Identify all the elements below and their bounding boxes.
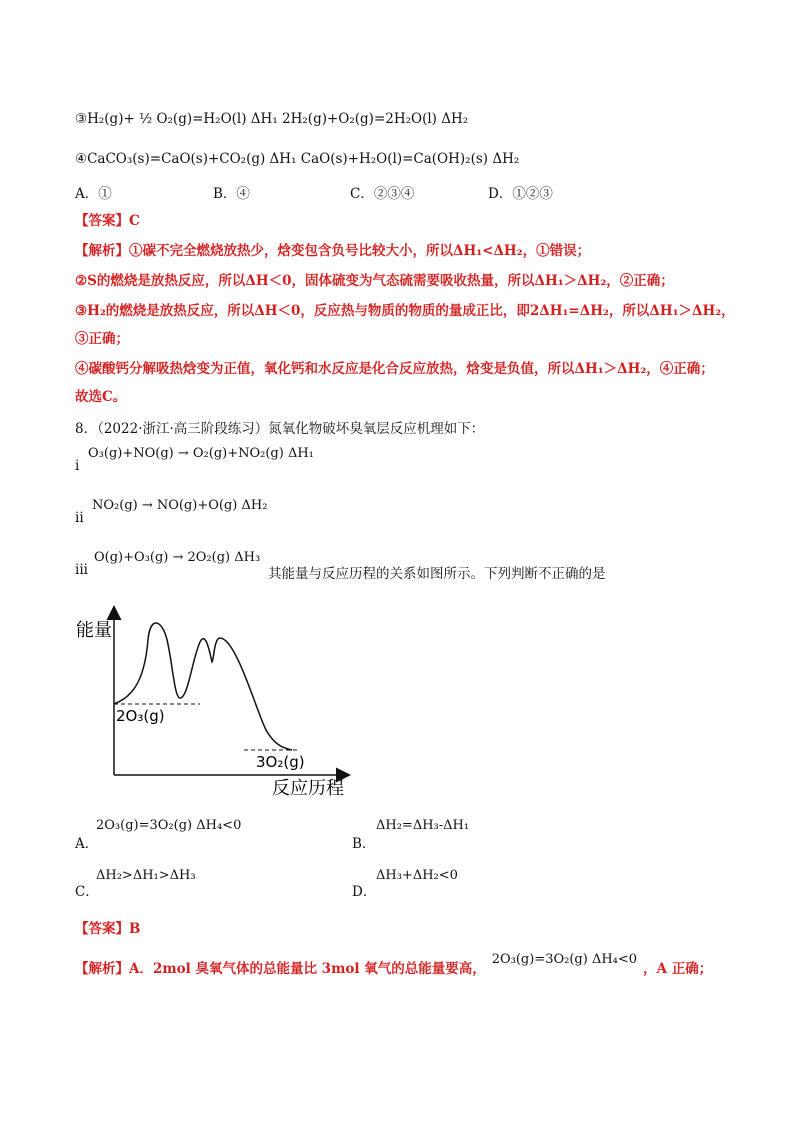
step-label: iii bbox=[75, 562, 88, 578]
prev-analysis-2: ②S的燃烧是放热反应，所以ΔH＜0，固体硫变为气态硫需要吸收热量，所以ΔH₁＞ΔH₂，②正确； bbox=[75, 273, 674, 289]
end-level-label: 3O₂(g) bbox=[256, 753, 305, 771]
question-8-stem: 8．（2022·浙江·高三阶段练习）氮氧化物破坏臭氧层反应机理如下： bbox=[75, 421, 485, 437]
prev-item-4: ④CaCO₃(s)=CaO(s)+CO₂(g) ΔH₁ CaO(s)+H₂O(l)=Ca(OH)₂(s) ΔH₂ bbox=[75, 151, 520, 167]
analysis-text: A．2mol 臭氧气体的总能量比 3mol 氧气的总能量要高， bbox=[129, 961, 486, 977]
step-label: ii bbox=[75, 510, 84, 526]
prev-analysis-1 bbox=[75, 242, 590, 260]
option-equation: ΔH₂=ΔH₃-ΔH₁ bbox=[376, 818, 470, 833]
analysis-equation: 2O₃(g)=3O₂(g) ΔH₄<0 bbox=[491, 952, 638, 967]
prev-analysis-5: ④碳酸钙分解吸热焓变为正值，氧化钙和水反应是化合反应放热，焓变是负值，所以ΔH₁＞ΔH₂，④正确； bbox=[75, 361, 714, 377]
start-level-label: 2O₃(g) bbox=[116, 707, 165, 725]
question-8-analysis bbox=[75, 952, 713, 979]
analysis-tag: 【解析】 bbox=[75, 243, 129, 259]
answer-tag: 【答案】 bbox=[75, 213, 129, 229]
y-axis-label: 能量 bbox=[76, 620, 112, 641]
answer-value: B bbox=[129, 921, 141, 937]
prev-analysis-3: ③H₂的燃烧是放热反应，所以ΔH＜0，反应热与物质的物质的量成正比，即2ΔH₁=ΔH₂，所以ΔH₁＞ΔH₂， bbox=[75, 303, 735, 319]
step-label: i bbox=[75, 458, 80, 474]
stem-tail: 其能量与反应历程的关系如图所示。下列判断不正确的是 bbox=[268, 566, 606, 582]
answer-value: C bbox=[129, 213, 140, 229]
energy-curve bbox=[114, 623, 292, 750]
energy-diagram bbox=[70, 600, 360, 800]
prev-option-a: A．① bbox=[75, 186, 112, 202]
analysis-tail: ，A 正确； bbox=[643, 961, 713, 977]
answer-tag: 【答案】 bbox=[75, 921, 129, 937]
x-axis-label: 反应历程 bbox=[272, 778, 344, 799]
prev-option-c: C．②③④ bbox=[350, 186, 415, 202]
prev-option-b: B．④ bbox=[213, 186, 250, 202]
step-equation: O₃(g)+NO(g) → O₂(g)+NO₂(g) ΔH₁ bbox=[88, 446, 314, 461]
prev-analysis-4: ③正确； bbox=[75, 331, 129, 347]
option-letter: B． bbox=[352, 836, 376, 852]
analysis-tag: 【解析】 bbox=[75, 961, 129, 977]
prev-answer bbox=[75, 212, 140, 230]
question-8-answer bbox=[75, 920, 140, 938]
prev-analysis-6: 故选C。 bbox=[75, 389, 127, 405]
option-equation: ΔH₃+ΔH₂<0 bbox=[376, 868, 458, 883]
option-equation: 2O₃(g)=3O₂(g) ΔH₄<0 bbox=[96, 818, 242, 833]
prev-option-d: D．①②③ bbox=[488, 186, 553, 202]
option-equation: ΔH₂>ΔH₁>ΔH₃ bbox=[96, 868, 196, 883]
option-letter: D． bbox=[352, 884, 377, 900]
step-equation: NO₂(g) → NO(g)+O(g) ΔH₂ bbox=[92, 498, 268, 513]
analysis-text: ①碳不完全燃烧放热少，焓变包含负号比较大小，所以ΔH₁<ΔH₂，①错误； bbox=[129, 243, 591, 259]
prev-item-3: ③H₂(g)+ ½ O₂(g)=H₂O(l) ΔH₁ 2H₂(g)+O₂(g)=2H₂O(l) ΔH₂ bbox=[75, 111, 469, 127]
option-letter: A． bbox=[75, 836, 99, 852]
option-letter: C． bbox=[75, 884, 99, 900]
step-equation: O(g)+O₃(g) → 2O₂(g) ΔH₃ bbox=[94, 550, 261, 565]
